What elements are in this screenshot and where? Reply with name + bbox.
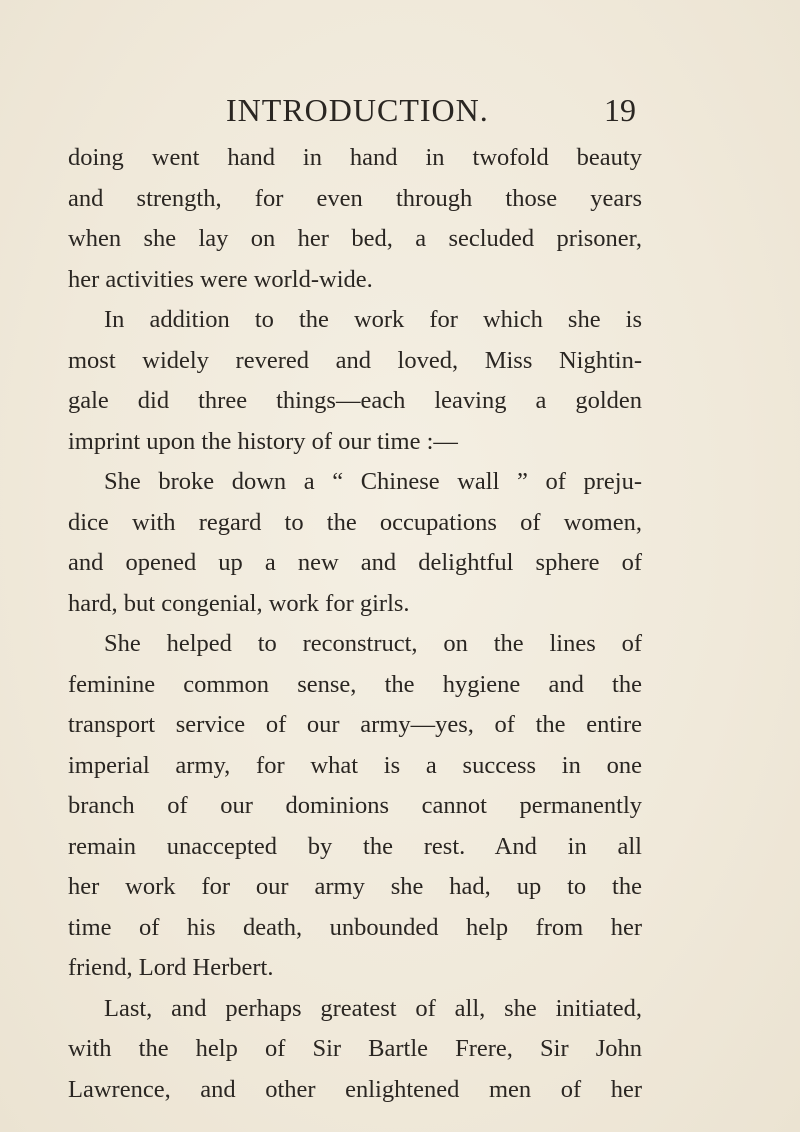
text-line: In addition to the work for which she is [104, 306, 642, 333]
text-line: branch of our dominions cannot permanently [68, 792, 642, 819]
text-line: transport service of our army—yes, of the entire [68, 711, 642, 738]
text-line: She helped to reconstruct, on the lines of [104, 630, 642, 657]
text-line: and opened up a new and delightful sphere of [68, 549, 642, 576]
running-title: INTRODUCTION. [226, 92, 489, 128]
text-line: her activities were world-wide. [68, 265, 373, 293]
text-line: gale did three things—each leaving a golden [68, 387, 642, 414]
body-text [68, 138, 642, 1110]
text-line: imperial army, for what is a success in one [68, 751, 642, 779]
text-line: feminine common sense, the hygiene and the [68, 670, 642, 698]
text-line: dice with regard to the occupations of women, [68, 508, 642, 536]
text-line: most widely revered and loved, Miss Nightin- [68, 346, 642, 374]
text-line: Lawrence, and other enlightened men of her [68, 1075, 642, 1103]
text-line: friend, Lord Herbert. [68, 954, 274, 981]
text-line: remain unaccepted by the rest. And in all [68, 832, 642, 860]
text-line: doing went hand in hand in twofold beauty [68, 144, 642, 171]
page-number: 19 [604, 92, 636, 128]
text-line: hard, but congenial, work for girls. [68, 589, 410, 617]
text-line: her work for our army she had, up to the [68, 873, 642, 900]
text-line: Last, and perhaps greatest of all, she initiated, [104, 994, 642, 1022]
text-line: time of his death, unbounded help from her [68, 913, 642, 941]
text-line: with the help of Sir Bartle Frere, Sir John [68, 1035, 642, 1062]
running-head [226, 90, 636, 130]
text-line: and strength, for even through those years [68, 184, 642, 212]
text-line: imprint upon the history of our time :— [68, 427, 458, 455]
text-line: when she lay on her bed, a secluded prisoner, [68, 225, 642, 252]
text-line: She broke down a “ Chinese wall ” of preju- [104, 468, 642, 495]
